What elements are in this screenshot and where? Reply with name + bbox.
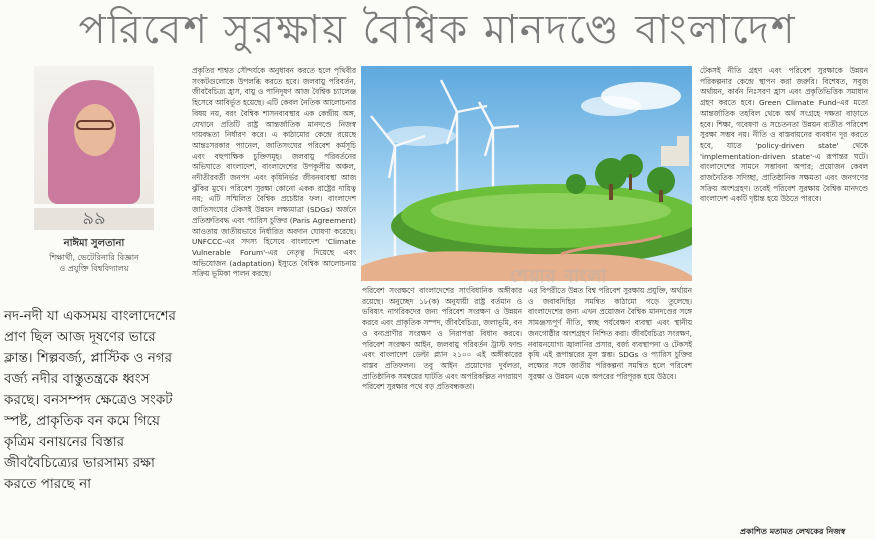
article-column-4: টেকসই নীতি গ্রহণ এবং পরিবেশ সুরক্ষাকে উন্নয়ন পরিকল্পনার কেন্দ্রে স্থাপন করা জরুরি। বিশেষত, সবুজ অর্থায়ন, কার্বন নিঃসরণ হ্রাস এবং প্রকৃতিভিত্তিক সমাধান গ্রহণ করতে হবে। Green Climate Fund-এর মতো আন্তর্জাতিক তহবিল থেকে অর্থ সংগ্রহে দক্ষতা বাড়াতে হবে। শিক্ষা, গবেষণা ও সচেতনতা উন্নয়ন ব্যতীত পরিবেশ সুরক্ষা সম্ভব নয়। নীতি ও বাস্তবায়নের ব্যবধান দূর করতে হবে, যাতে 'policy-driven state' থেকে 'implementation-driven state'-এ রূপান্তর ঘটে। বাংলাদেশের সামনে সম্ভাবনা অপার; প্রয়োজন কেবল রাজনৈতিক সদিচ্ছা, প্রাতিষ্ঠানিক সক্ষমতা এবং জনগণের সক্রিয় অংশগ্রহণ। তবেই পরিবেশ সুরক্ষায় বৈশ্বিক মানদণ্ডে বাংলাদেশ একটি দৃষ্টান্ত হয়ে উঠতে পারবে। — [700, 66, 868, 204]
watermark: শেয়ার বাংলা — [510, 266, 608, 287]
author-photo — [34, 66, 154, 204]
quote-mark-icon: ৯৯ — [34, 208, 154, 230]
article-column-1: প্রকৃতির শাশ্বত সৌন্দর্যকে অনুধাবন করতে হলে পৃথিবীর সংকটগুলোকে উপলব্ধি করতে হবে। জলবায়ু পরিবর্তন, জীববৈচিত্র্য হ্রাস, বায়ু ও পানিদূষণ আজ বৈশ্বিক চ্যালেঞ্জ হিসেবে আবির্ভূত হয়েছে। এটি কেবল নৈতিক আলোচনার বিষয় নয়, বরং বৈশ্বিক শাসনব্যবস্থার এক কেন্দ্রীয় অঙ্গ, যেখানে প্রতিটি রাষ্ট্র আন্তর্জাতিক মানদণ্ডে নিজস্ব দায়বদ্ধতা নির্ধারণ করে। এ কাঠামোর কেন্দ্রে রয়েছে আন্তঃসরকার প্যানেল, জাতিসংঘের পরিবেশ কর্মসূচি এবং বহুপাক্ষিক চুক্তিসমূহ। জলবায়ু পরিবর্তনের অভিঘাতে বাংলাদেশ, বাংলাদেশের উপকূলীয় অঞ্চল, নদীতীরবর্তী জনপদ এবং কৃষিনির্ভর জীবনব্যবস্থা আজ ঝুঁকির মুখে। পরিবেশ সুরক্ষা কোনো একক রাষ্ট্রের দায়িত্ব নয়; এটি সম্মিলিত বৈশ্বিক প্রচেষ্টার ফল। বাংলাদেশ জাতিসংঘের টেকসই উন্নয়ন লক্ষ্যমাত্রা (SDGs) অর্জনে প্রতিশ্রুতিবদ্ধ এবং প্যারিস চুক্তির (Paris Agreement) আওতায় জাতীয়ভাবে নির্ধারিত অবদান ঘোষণা করেছে। UNFCCC-এর সদস্য হিসেবে বাংলাদেশ 'Climate Vulnerable Forum'-এর নেতৃত্ব দিয়েছে এবং অভিযোজন (adaptation) ইস্যুতে বৈশ্বিক আলোচনায় সক্রিয় ভূমিকা পালন করছে। — [192, 66, 356, 279]
headline: পরিবেশ সুরক্ষায় বৈশ্বিক মানদণ্ডে বাংলাদেশ — [78, 6, 797, 53]
author-name: নাঈমা সুলতানা — [63, 238, 125, 249]
opinion-disclaimer: প্রকাশিত মতামত লেখকের নিজস্ব — [740, 527, 846, 536]
pull-quote: নদ-নদী যা একসময় বাংলাদেশের প্রাণ ছিল আজ দূষণের ভারে ক্লান্ত। শিল্পবর্জ্য, প্লাস্টিক ও নগর বর্জ্য নদীর বাস্তুতন্ত্রকে ধ্বংস করছে। বনসম্পদ ক্ষেত্রেও সংকট স্পষ্ট, প্রাকৃতিক বন কমে গিয়ে কৃত্রিম বনায়নের বিস্তার জীববৈচিত্র্যের ভারসাম্য রক্ষা করতে পারছে না — [4, 308, 176, 492]
wind-turbine-illustration — [361, 66, 692, 281]
article-column-3: এর বিপরীতে উন্নত বিশ্ব পরিবেশ সুরক্ষায় প্রযুক্তি, অর্থায়ন ও জবাবদিহির সমন্বিত কাঠামো গড়ে তুলেছে। বাংলাদেশের জন্য এখন প্রয়োজন বৈশ্বিক মানদণ্ডের সঙ্গে সামঞ্জস্যপূর্ণ নীতি, স্বচ্ছ পর্যবেক্ষণ ব্যবস্থা এবং স্থানীয় জনগোষ্ঠীর অংশগ্রহণ নিশ্চিত করা। জীববৈচিত্র্য সংরক্ষণ, নবায়নযোগ্য জ্বালানির প্রসার, বর্জ্য ব্যবস্থাপনা ও টেকসই কৃষি এই রূপান্তরের মূল স্তম্ভ। SDGs ও প্যারিস চুক্তির লক্ষ্যের সঙ্গে জাতীয় পরিকল্পনা সমন্বিত হলে পরিবেশ সুরক্ষা ও উন্নয়ন একে অপরের পরিপূরক হয়ে উঠবে। — [528, 286, 692, 381]
author-designation: শিক্ষার্থী, ভেটেরিনারি বিজ্ঞান ও প্রযুক্তি বিশ্ববিদ্যালয় — [49, 253, 139, 273]
article-column-2: পরিবেশ সংরক্ষণে বাংলাদেশের সাংবিধানিক অঙ্গীকার রয়েছে। অনুচ্ছেদ ১৮(ক) অনুযায়ী রাষ্ট্র বর্তমান ও ভবিষ্যৎ নাগরিকদের জন্য পরিবেশ সংরক্ষণ ও উন্নয়ন করবে এবং প্রাকৃতিক সম্পদ, জীববৈচিত্র্য, জলাভূমি, বন ও বন্যপ্রাণীর সংরক্ষণ ও নিরাপত্তা বিধান করবে। পরিবেশ সংরক্ষণ আইন, জলবায়ু পরিবর্তন ট্রাস্ট ফান্ড এবং বাংলাদেশ ডেল্টা প্ল্যান ২১০০ এই অঙ্গীকারের বাস্তব প্রতিফলন। তবু আইন প্রয়োগের দুর্বলতা, প্রাতিষ্ঠানিক সমন্বয়ের ঘাটতি এবং অপরিকল্পিত নগরায়ণ পরিবেশ সুরক্ষার পথে বড় প্রতিবন্ধকতা। — [362, 286, 522, 392]
